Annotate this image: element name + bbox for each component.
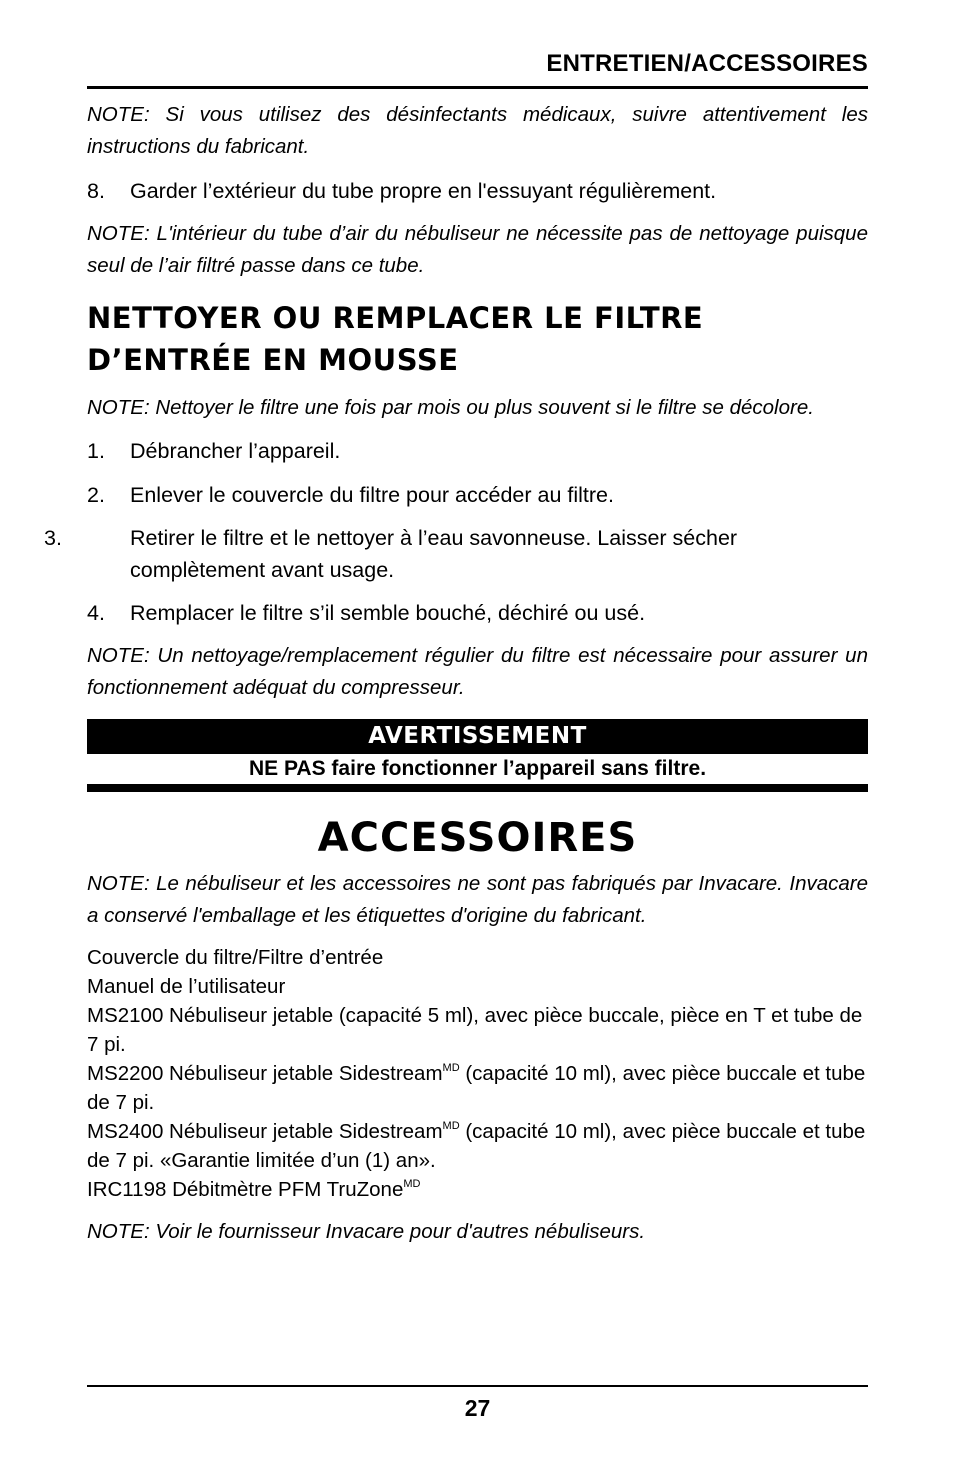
note-other-nebulizers: NOTE: Voir le fournisseur Invacare pour d'autres nébuliseurs.: [87, 1220, 646, 1243]
note-filter-frequency: NOTE: Nettoyer le filtre une fois par mois ou plus souvent si le filtre se décolore.: [87, 396, 814, 419]
note-disinfectants: NOTE: Si vous utilisez des désinfectants médicaux, suivre attentivement les instructions du fabricant.: [87, 103, 868, 158]
item-text: MS2400 Nébuliseur jetable Sidestream: [87, 1120, 443, 1143]
footer-rule: [87, 1385, 868, 1387]
list-item: [87, 1059, 868, 1117]
section-header: ENTRETIEN/ACCESSOIRES: [546, 50, 868, 77]
trademark-mark: MD: [403, 1178, 421, 1190]
note-manufacturer: NOTE: Le nébuliseur et les accessoires ne sont pas fabriqués par Invacare. Invacare a conservé l'emballage et les étiquettes d'origine du fabricant.: [87, 872, 868, 927]
item-text: MS2200 Nébuliseur jetable Sidestream: [87, 1062, 443, 1085]
item-text: (capacité 10 ml), avec pièce buccale et tube de 7 pi.: [87, 1062, 866, 1114]
step-text: Retirer le filtre et le nettoyer à l’eau savonneuse. Laisser sécher complètement avant usage.: [130, 526, 738, 582]
filter-section-heading: NETTOYER OU REMPLACER LE FILTRE D’ENTRÉE EN MOUSSE: [87, 301, 704, 377]
step-number: 3.: [44, 526, 62, 550]
step-number: 4.: [87, 601, 105, 625]
filter-step-4: [87, 597, 868, 629]
warning-title: AVERTISSEMENT: [87, 719, 868, 754]
note-regular-maintenance: NOTE: Un nettoyage/remplacement régulier du filtre est nécessaire pour assurer un fonctionnement adéquat du compresseur.: [87, 644, 868, 699]
filter-step-2: [87, 479, 868, 511]
warning-box: [87, 719, 868, 792]
accessories-list: [87, 943, 868, 1204]
step-text: Remplacer le filtre s’il semble bouché, déchiré ou usé.: [130, 601, 646, 625]
trademark-mark: MD: [442, 1062, 460, 1074]
note-air-tube: NOTE: L'intérieur du tube d’air du nébuliseur ne nécessite pas de nettoyage puisque seul de l’air filtré passe dans ce tube.: [87, 222, 868, 277]
warning-text: NE PAS faire fonctionner l’appareil sans filtre.: [248, 757, 707, 780]
step-number: 8.: [87, 179, 105, 203]
step-number: 2.: [87, 483, 105, 507]
list-item: Manuel de l’utilisateur: [87, 975, 286, 998]
list-item: [87, 1175, 868, 1204]
item-text: (capacité 10 ml), avec pièce buccale et tube de 7 pi. «Garantie limitée d’un (1) an».: [87, 1120, 866, 1172]
step-number: 1.: [87, 439, 105, 463]
header-rule: [87, 86, 868, 89]
trademark-mark: MD: [442, 1120, 460, 1132]
item-text: IRC1198 Débitmètre PFM TruZone: [87, 1178, 404, 1201]
list-item: Couvercle du filtre/Filtre d’entrée: [87, 946, 384, 969]
filter-step-1: [87, 435, 868, 467]
step-text: Enlever le couvercle du filtre pour accéder au filtre.: [130, 483, 614, 507]
warning-rule: [87, 784, 868, 792]
list-item: MS2100 Nébuliseur jetable (capacité 5 ml), avec pièce buccale, pièce en T et tube de 7 pi.: [87, 1004, 863, 1056]
step-8: [87, 175, 868, 207]
list-item: [87, 1117, 868, 1175]
step-text: Débrancher l’appareil.: [130, 439, 341, 463]
filter-step-3: [44, 522, 868, 586]
accessories-heading: ACCESSOIRES: [317, 815, 638, 861]
step-text: Garder l’extérieur du tube propre en l'essuyant régulièrement.: [130, 179, 717, 203]
page-number: 27: [464, 1395, 491, 1421]
